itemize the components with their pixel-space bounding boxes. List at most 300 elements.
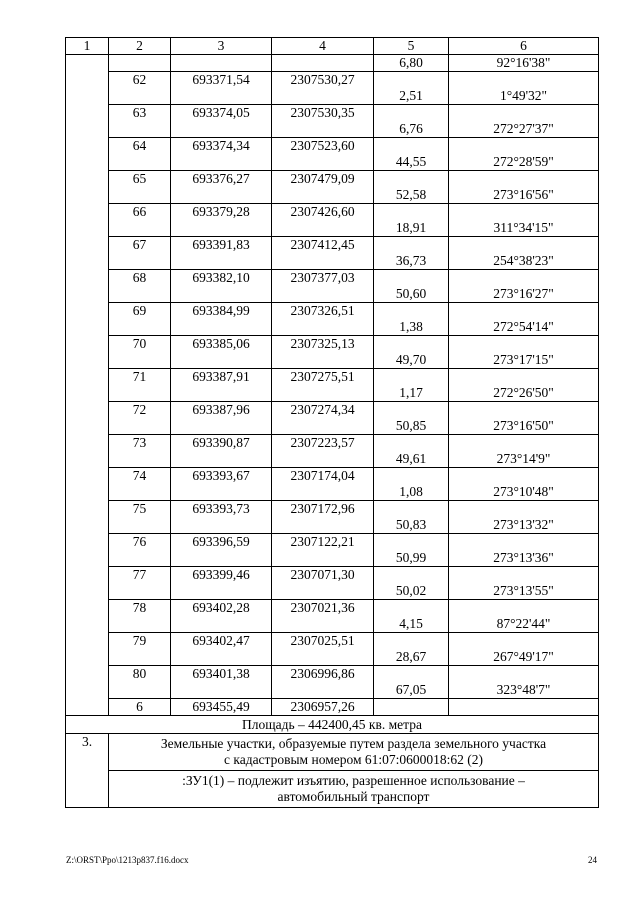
section-column-cell <box>66 336 109 353</box>
point-row <box>66 138 599 155</box>
length-cell <box>374 270 449 287</box>
section-column-cell <box>66 72 109 89</box>
coordinate-x <box>171 220 272 237</box>
segment-length: 4,15 <box>374 616 449 633</box>
coordinate-x: 693401,38 <box>171 666 272 683</box>
length-cell <box>374 171 449 188</box>
segment-row <box>66 517 599 534</box>
segment-direction-angle: 273°10'48" <box>449 484 599 501</box>
coordinate-x <box>171 385 272 402</box>
point-number: 79 <box>109 633 171 650</box>
point-row <box>66 633 599 650</box>
section-column-cell <box>66 270 109 287</box>
segment-row <box>66 451 599 468</box>
header-col-3: 3 <box>171 38 272 55</box>
section-column-cell <box>66 352 109 369</box>
point-number <box>109 550 171 567</box>
length-cell <box>374 369 449 386</box>
segment-length: 50,02 <box>374 583 449 600</box>
coordinate-y <box>272 121 374 138</box>
segment-direction-angle: 87°22'44" <box>449 616 599 633</box>
segment-row <box>66 88 599 105</box>
section-column-cell <box>66 187 109 204</box>
segment-length: 18,91 <box>374 220 449 237</box>
point-number: 6 <box>109 699 171 716</box>
coordinate-x <box>171 286 272 303</box>
segment-length: 52,58 <box>374 187 449 204</box>
coordinate-y <box>272 220 374 237</box>
table-body <box>66 55 599 716</box>
section-column-cell <box>66 385 109 402</box>
segment-direction-angle: 273°16'27" <box>449 286 599 303</box>
point-row <box>66 237 599 254</box>
segment-direction-angle: 323°48'7" <box>449 682 599 699</box>
length-cell <box>374 204 449 221</box>
coordinate-y <box>272 517 374 534</box>
coordinate-x: 693382,10 <box>171 270 272 287</box>
point-number <box>109 616 171 633</box>
length-cell <box>374 501 449 518</box>
coordinate-x <box>171 484 272 501</box>
segment-row <box>66 319 599 336</box>
segment-row <box>66 583 599 600</box>
coordinate-y: 2307523,60 <box>272 138 374 155</box>
coordinate-y: 2307530,27 <box>272 72 374 89</box>
point-row <box>66 567 599 584</box>
point-number <box>109 583 171 600</box>
section-column-cell <box>66 88 109 105</box>
segment-direction-angle: 273°17'15" <box>449 352 599 369</box>
section-column-cell <box>66 204 109 221</box>
section-column-cell <box>66 682 109 699</box>
length-cell <box>374 567 449 584</box>
segment-direction-angle: 1°49'32" <box>449 88 599 105</box>
coordinate-y <box>272 253 374 270</box>
header-col-1: 1 <box>66 38 109 55</box>
header-col-6: 6 <box>449 38 599 55</box>
angle-cell <box>449 699 599 716</box>
point-number <box>109 187 171 204</box>
length-cell <box>374 435 449 452</box>
coordinate-y: 2307479,09 <box>272 171 374 188</box>
coordinate-x: 693393,73 <box>171 501 272 518</box>
coordinate-y: 2307025,51 <box>272 633 374 650</box>
segment-length: 50,60 <box>374 286 449 303</box>
angle-cell <box>449 105 599 122</box>
coordinate-x: 693390,87 <box>171 435 272 452</box>
segment-length: 49,70 <box>374 352 449 369</box>
segment-length: 67,05 <box>374 682 449 699</box>
length-cell <box>374 72 449 89</box>
coordinate-y <box>272 55 374 72</box>
coordinate-x <box>171 121 272 138</box>
coordinate-x: 693402,47 <box>171 633 272 650</box>
point-row <box>66 666 599 683</box>
coordinate-y <box>272 649 374 666</box>
point-row <box>66 699 599 716</box>
angle-cell <box>449 336 599 353</box>
section-column-cell <box>66 583 109 600</box>
point-row <box>66 105 599 122</box>
segment-length: 2,51 <box>374 88 449 105</box>
segment-length: 6,80 <box>374 55 449 72</box>
segment-length: 50,83 <box>374 517 449 534</box>
section-row <box>66 734 599 771</box>
point-number: 62 <box>109 72 171 89</box>
angle-cell <box>449 138 599 155</box>
area-text: Площадь – 442400,45 кв. метра <box>66 716 599 734</box>
coordinate-y: 2307326,51 <box>272 303 374 320</box>
section-column-cell <box>66 138 109 155</box>
point-number: 76 <box>109 534 171 551</box>
point-number: 71 <box>109 369 171 386</box>
section-column-cell <box>66 418 109 435</box>
coordinate-x <box>171 583 272 600</box>
section-title <box>109 734 599 771</box>
segment-row <box>66 154 599 171</box>
segment-direction-angle: 272°54'14" <box>449 319 599 336</box>
coordinate-x: 693379,28 <box>171 204 272 221</box>
coordinate-y <box>272 484 374 501</box>
coordinate-y <box>272 616 374 633</box>
point-row <box>66 204 599 221</box>
point-number: 78 <box>109 600 171 617</box>
segment-direction-angle: 254°38'23" <box>449 253 599 270</box>
point-number <box>109 418 171 435</box>
coordinate-x <box>171 319 272 336</box>
point-row <box>66 72 599 89</box>
segment-direction-angle: 273°13'32" <box>449 517 599 534</box>
coordinate-x: 693399,46 <box>171 567 272 584</box>
segment-direction-angle: 92°16'38" <box>449 55 599 72</box>
point-number: 67 <box>109 237 171 254</box>
point-number <box>109 88 171 105</box>
coordinate-y: 2307275,51 <box>272 369 374 386</box>
coordinate-y <box>272 319 374 336</box>
coordinate-y: 2307274,34 <box>272 402 374 419</box>
coordinate-x <box>171 649 272 666</box>
section-column-cell <box>66 649 109 666</box>
point-number: 65 <box>109 171 171 188</box>
angle-cell <box>449 237 599 254</box>
segment-length: 50,99 <box>374 550 449 567</box>
coordinate-x <box>171 253 272 270</box>
segment-direction-angle: 273°13'36" <box>449 550 599 567</box>
point-number: 72 <box>109 402 171 419</box>
coordinate-x <box>171 352 272 369</box>
section-note-line-1: :ЗУ1(1) – подлежит изъятию, разрешенное использование – <box>182 773 525 788</box>
segment-length: 1,17 <box>374 385 449 402</box>
point-number: 66 <box>109 204 171 221</box>
coordinate-y: 2306957,26 <box>272 699 374 716</box>
coordinate-x: 693374,05 <box>171 105 272 122</box>
segment-row <box>66 616 599 633</box>
coordinate-x: 693371,54 <box>171 72 272 89</box>
segment-length: 28,67 <box>374 649 449 666</box>
point-number: 68 <box>109 270 171 287</box>
segment-row <box>66 121 599 138</box>
section-column-cell <box>66 517 109 534</box>
length-cell <box>374 600 449 617</box>
point-number <box>109 517 171 534</box>
section-column-cell <box>66 550 109 567</box>
angle-cell <box>449 567 599 584</box>
point-number: 64 <box>109 138 171 155</box>
point-number: 75 <box>109 501 171 518</box>
section-number: 3. <box>66 734 109 808</box>
point-number: 69 <box>109 303 171 320</box>
segment-length: 36,73 <box>374 253 449 270</box>
point-row <box>66 468 599 485</box>
coordinate-x: 693384,99 <box>171 303 272 320</box>
segment-length: 44,55 <box>374 154 449 171</box>
coordinate-x <box>171 616 272 633</box>
length-cell <box>374 138 449 155</box>
segment-direction-angle: 272°26'50" <box>449 385 599 402</box>
point-row <box>66 501 599 518</box>
angle-cell <box>449 270 599 287</box>
segment-length: 6,76 <box>374 121 449 138</box>
angle-cell <box>449 534 599 551</box>
point-number <box>109 154 171 171</box>
coordinate-x: 693374,34 <box>171 138 272 155</box>
section-column-cell <box>66 484 109 501</box>
coordinate-y <box>272 88 374 105</box>
segment-direction-angle: 272°27'37" <box>449 121 599 138</box>
coordinate-x: 693385,06 <box>171 336 272 353</box>
angle-cell <box>449 633 599 650</box>
segment-direction-angle: 267°49'17" <box>449 649 599 666</box>
point-row <box>66 270 599 287</box>
segment-row <box>66 286 599 303</box>
coordinate-x: 693387,91 <box>171 369 272 386</box>
point-number: 70 <box>109 336 171 353</box>
coordinate-y <box>272 385 374 402</box>
angle-cell <box>449 600 599 617</box>
coordinate-y: 2307172,96 <box>272 501 374 518</box>
section-column-cell <box>66 220 109 237</box>
segment-row <box>66 385 599 402</box>
point-row <box>66 435 599 452</box>
point-number: 77 <box>109 567 171 584</box>
point-number <box>109 385 171 402</box>
coordinate-y <box>272 286 374 303</box>
coordinate-y: 2307122,21 <box>272 534 374 551</box>
segment-row <box>66 418 599 435</box>
point-number <box>109 253 171 270</box>
coordinate-y: 2307071,30 <box>272 567 374 584</box>
section-column-cell <box>66 501 109 518</box>
segment-row <box>66 220 599 237</box>
coordinate-x: 693402,28 <box>171 600 272 617</box>
coordinate-y <box>272 682 374 699</box>
coordinate-y <box>272 451 374 468</box>
coordinate-y <box>272 352 374 369</box>
segment-row <box>66 550 599 567</box>
coordinate-x <box>171 154 272 171</box>
angle-cell <box>449 369 599 386</box>
section-column-cell <box>66 666 109 683</box>
section-note-row <box>66 771 599 808</box>
point-row <box>66 534 599 551</box>
point-number <box>109 55 171 72</box>
length-cell <box>374 237 449 254</box>
section-column-cell <box>66 286 109 303</box>
section-title-line-1: Земельные участки, образуемые путем раздела земельного участка <box>160 736 547 751</box>
point-number: 80 <box>109 666 171 683</box>
coordinate-x: 693455,49 <box>171 699 272 716</box>
section-column-cell <box>66 171 109 188</box>
coordinate-y: 2307412,45 <box>272 237 374 254</box>
angle-cell <box>449 666 599 683</box>
point-number <box>109 352 171 369</box>
segment-length: 50,85 <box>374 418 449 435</box>
segment-row <box>66 253 599 270</box>
point-number <box>109 319 171 336</box>
angle-cell <box>449 303 599 320</box>
angle-cell <box>449 72 599 89</box>
area-row <box>66 716 599 734</box>
segment-row <box>66 55 599 72</box>
coordinate-y: 2307530,35 <box>272 105 374 122</box>
angle-cell <box>449 435 599 452</box>
coordinate-x: 693393,67 <box>171 468 272 485</box>
header-col-5: 5 <box>374 38 449 55</box>
segment-row <box>66 484 599 501</box>
segment-direction-angle: 273°13'55" <box>449 583 599 600</box>
segment-direction-angle: 273°16'50" <box>449 418 599 435</box>
coordinate-y <box>272 550 374 567</box>
coordinate-x <box>171 187 272 204</box>
point-number: 73 <box>109 435 171 452</box>
point-number <box>109 220 171 237</box>
header-col-4: 4 <box>272 38 374 55</box>
length-cell <box>374 105 449 122</box>
section-note-line-2: автомобильный транспорт <box>277 789 430 804</box>
section-column-cell <box>66 121 109 138</box>
length-cell <box>374 336 449 353</box>
section-column-cell <box>66 303 109 320</box>
point-number <box>109 649 171 666</box>
section-column-cell <box>66 402 109 419</box>
segment-row <box>66 187 599 204</box>
coordinate-y: 2307223,57 <box>272 435 374 452</box>
section-column-cell <box>66 567 109 584</box>
length-cell <box>374 468 449 485</box>
coordinate-y <box>272 187 374 204</box>
point-row <box>66 369 599 386</box>
point-number <box>109 121 171 138</box>
coordinate-y: 2307174,04 <box>272 468 374 485</box>
section-column-cell <box>66 468 109 485</box>
coordinate-y: 2306996,86 <box>272 666 374 683</box>
coordinate-x <box>171 451 272 468</box>
angle-cell <box>449 501 599 518</box>
segment-direction-angle: 273°14'9" <box>449 451 599 468</box>
coordinate-y: 2307377,03 <box>272 270 374 287</box>
point-row <box>66 171 599 188</box>
section-column-cell <box>66 699 109 716</box>
coordinate-x <box>171 88 272 105</box>
point-row <box>66 336 599 353</box>
angle-cell <box>449 204 599 221</box>
segment-row <box>66 352 599 369</box>
segment-length: 1,08 <box>374 484 449 501</box>
section-column-cell <box>66 319 109 336</box>
segment-direction-angle: 273°16'56" <box>449 187 599 204</box>
coordinates-table <box>65 37 599 808</box>
length-cell <box>374 534 449 551</box>
length-cell <box>374 633 449 650</box>
coordinate-x: 693387,96 <box>171 402 272 419</box>
segment-length: 1,38 <box>374 319 449 336</box>
point-number <box>109 286 171 303</box>
point-row <box>66 303 599 320</box>
section-column-cell <box>66 534 109 551</box>
coordinate-y <box>272 418 374 435</box>
segment-length: 49,61 <box>374 451 449 468</box>
footer-page-number: 24 <box>588 855 597 865</box>
segment-row <box>66 649 599 666</box>
coordinate-y: 2307426,60 <box>272 204 374 221</box>
point-number <box>109 682 171 699</box>
footer-file-path: Z:\ORST\Ppo\1213p837.f16.docx <box>66 855 189 865</box>
coordinate-x: 693391,83 <box>171 237 272 254</box>
coordinate-y: 2307021,36 <box>272 600 374 617</box>
section-column-cell <box>66 633 109 650</box>
length-cell <box>374 666 449 683</box>
coordinate-x <box>171 418 272 435</box>
coordinate-y <box>272 583 374 600</box>
coordinate-x <box>171 517 272 534</box>
length-cell <box>374 402 449 419</box>
coordinate-x <box>171 550 272 567</box>
coordinate-y: 2307325,13 <box>272 336 374 353</box>
section-column-cell <box>66 253 109 270</box>
section-column-cell <box>66 600 109 617</box>
point-number <box>109 484 171 501</box>
angle-cell <box>449 171 599 188</box>
coordinate-x: 693396,59 <box>171 534 272 551</box>
coordinate-x: 693376,27 <box>171 171 272 188</box>
point-row <box>66 402 599 419</box>
section-column-cell <box>66 435 109 452</box>
segment-direction-angle: 311°34'15" <box>449 220 599 237</box>
segment-direction-angle: 272°28'59" <box>449 154 599 171</box>
section-column-cell <box>66 105 109 122</box>
point-row <box>66 600 599 617</box>
coordinate-x <box>171 682 272 699</box>
section-title-line-2: с кадастровым номером 61:07:0600018:62 (2) <box>223 752 484 767</box>
point-number: 74 <box>109 468 171 485</box>
coordinate-x <box>171 55 272 72</box>
point-number: 63 <box>109 105 171 122</box>
section-column-cell <box>66 154 109 171</box>
angle-cell <box>449 402 599 419</box>
section-column-cell <box>66 451 109 468</box>
length-cell <box>374 303 449 320</box>
coordinate-y <box>272 154 374 171</box>
section-column-cell <box>66 616 109 633</box>
header-row <box>66 38 599 55</box>
section-column-cell <box>66 369 109 386</box>
segment-row <box>66 682 599 699</box>
header-col-2: 2 <box>109 38 171 55</box>
angle-cell <box>449 468 599 485</box>
section-note <box>109 771 599 808</box>
section-column-cell <box>66 55 109 72</box>
point-number <box>109 451 171 468</box>
